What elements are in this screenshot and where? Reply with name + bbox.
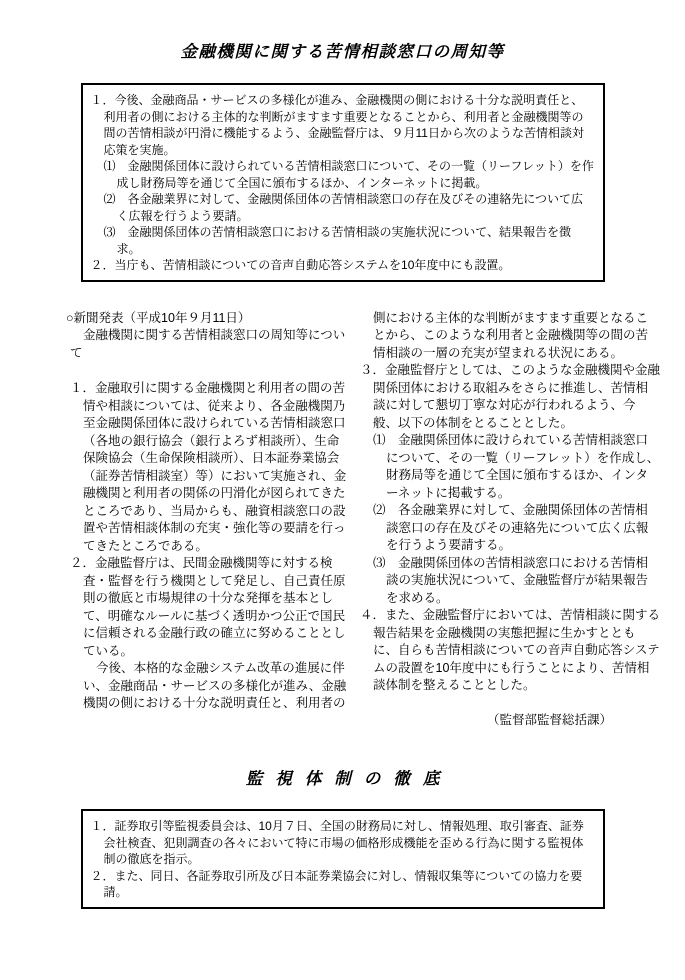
article-column-right xyxy=(360,310,660,730)
article-subitem-1: ⑴ 金融関係団体に設けられている苦情相談窓口について、その一覧（リーフレット）を作成し、財務局等を通じて全国に頒布するほか、インターネットに掲載する。 xyxy=(373,433,660,500)
press-release-heading: ○新聞発表（平成10年９月11日） xyxy=(66,310,251,325)
summary-item-1: １．今後、金融商品・サービスの多様化が進み、金融機関の側における十分な説明責任と、利用者の側における主体的な判断がますます重要となることから、利用者と金融機関等の間の苦情相談が円滑に機能するよう、金融監督庁は、９月11日から次のような苦情相談対応策を実施。 xyxy=(90,93,584,157)
article-subitem-3: ⑶ 金融関係団体の苦情相談窓口における苦情相談の実施状況について、金融監督庁が結果報告を求める。 xyxy=(373,555,649,605)
page-title: 金融機関に関する苦情相談窓口の周知等 xyxy=(180,43,505,61)
article-paragraph-4: ４．また、金融監督庁においては、苦情相談に関する報告結果を金融機関の実態把握に生かすとともに、自らも苦情相談についての音声自動応答システムの設置を10年度中にも行うことにより、苦情相談体制を整えることとした。 xyxy=(360,608,661,692)
summary-subitem-2: ⑵ 各金融業界に対して、金融関係団体の苦情相談窓口の存在及びその連絡先について広く広報を行うよう要請。 xyxy=(103,192,584,223)
surveillance-item-2: ２．また、同日、各証券取引所及び日本証券業協会に対し、情報収集等についての協力を要請。 xyxy=(90,868,583,899)
article-paragraph-1: １．金融取引に関する金融機関と利用者の間の苦情や相談については、従来より、各金融機関乃至金融関係団体に設けられている苦情相談窓口（各地の銀行協会（銀行よろず相談所）、生命保険協会（生命保険相談所）、日本証券業協会（証券苦情相談室）等）において実施され、金融機関と利用者の関係の円滑化が図られてきたところであり、当局からも、融資相談窓口の設置や苦情相談体制の充実・強化等の要請を行ってきたところである。 xyxy=(70,381,347,553)
article-paragraph-2-continued: 今後、本格的な金融システム改革の進展に伴い、金融商品・サービスの多様化が進み、金融機関の側における十分な説明責任と、利用者の xyxy=(83,661,347,710)
article-columns xyxy=(66,310,661,730)
article-subitem-2: ⑵ 各金融業界に対して、金融関係団体の苦情相談窓口の存在及びその連絡先について広く広報を行うよう要請する。 xyxy=(373,503,649,552)
summary-box xyxy=(81,83,605,282)
section-title-surveillance: 監視体制の徹底 xyxy=(245,770,453,788)
summary-item-2: ２．当庁も、苦情相談についての音声自動応答システムを10年度中にも設置。 xyxy=(90,258,511,272)
surveillance-box xyxy=(81,809,605,909)
article-paragraph-continuation: 側における主体的な判断がますます重要となることから、このような利用者と金融機関等の間の苦情相談の一層の充実が望まれる状況にある。 xyxy=(373,310,649,360)
summary-subitem-1: ⑴ 金融関係団体に設けられている苦情相談窓口について、その一覧（リーフレット）を作成し財務局等を通じて全国に頒布するほか、インターネットに掲載。 xyxy=(103,159,594,190)
summary-subitem-3: ⑶ 金融関係団体の苦情相談窓口における苦情相談の実施状況について、結果報告を徴求。 xyxy=(103,225,572,256)
spacer xyxy=(70,362,347,380)
article-column-left xyxy=(66,310,347,713)
article-paragraph-3: ３．金融監督庁としては、このような金融機関や金融関係団体における取組みをさらに推進し、苦情相談に対して懇切丁寧な対応が行われるよう、今般、以下の体制をとることとした。 xyxy=(360,363,661,430)
surveillance-item-1: １．証券取引等監視委員会は、10月７日、全国の財務局に対し、情報処理、取引審査、証券会社検査、犯則調査の各々において特に市場の価格形成機能を歪める行為に関する監視体制の徹底を指示。 xyxy=(90,819,584,866)
press-release-subject: 金融機関に関する苦情相談窓口の周知等について xyxy=(70,328,346,360)
department-signature: （監督部監督総括課） xyxy=(486,712,612,727)
article-paragraph-2: ２．金融監督庁は、民間金融機関等に対する検査・監督を行う機関として発足し、自己責任原則の徹底と市場規律の十分な発揮を基本として、明確なルールに基づく透明かつ公正で国民に信頼される金融行政の確立に努めることとしている。 xyxy=(70,556,346,658)
